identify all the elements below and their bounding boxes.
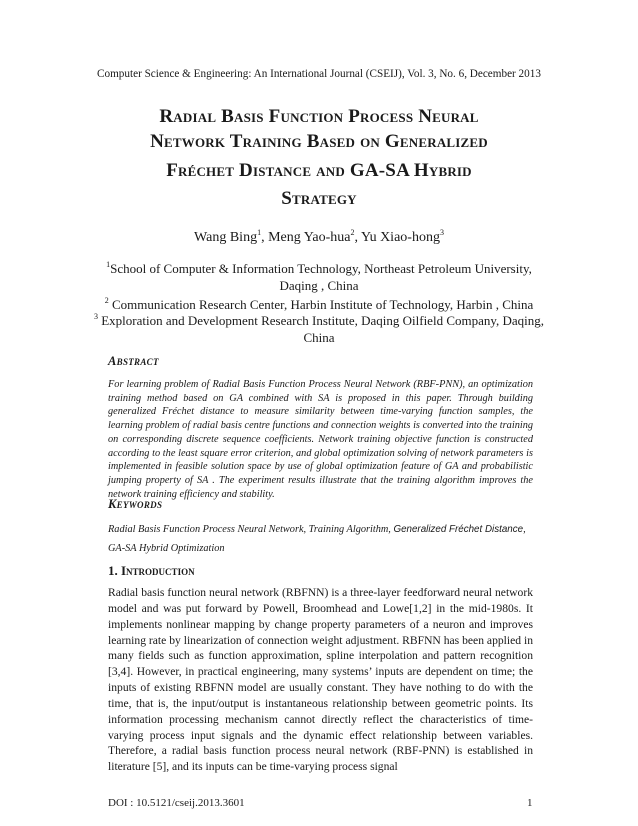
author-list: [0, 230, 638, 246]
author-name: , Yu Xiao-hong: [354, 230, 440, 245]
keywords-part: Generalized Fréchet Distance: [393, 524, 524, 535]
paper-title-line-3: Fréchet Distance and GA-SA Hybrid: [166, 160, 472, 181]
section-number: 1.: [108, 563, 121, 578]
keywords-part: , GA-SA Hybrid Optimization: [108, 524, 526, 554]
page-number: 1: [527, 797, 533, 809]
section-heading-introduction: [108, 563, 195, 579]
author-name: Wang Bing: [194, 230, 258, 245]
keywords-text: [108, 520, 533, 558]
affiliation-1: [0, 261, 638, 294]
affil-marker: 2: [104, 296, 109, 305]
affil-text: China: [303, 329, 335, 345]
paper-title-line-2: Network Training Based on Generalized: [150, 131, 488, 152]
keywords-part: Radial Basis Function Process Neural Network, Training Algorithm,: [108, 524, 394, 535]
author-name: , Meng Yao-hua: [261, 230, 351, 245]
footer-doi: DOI : 10.5121/cseij.2013.3601: [108, 797, 245, 809]
paper-title-line-1: Radial Basis Function Process Neural: [159, 106, 479, 127]
introduction-text: Radial basis function neural network (RBFNN) is a three-layer feedforward neural network model and was put forward by Powell, Broomhead and Lowe[1,2] in the mid-1980s. It implements nonlinear mapping by change property parameters of a neuron and improves learning rate by linearization of connection weight adjustment. RBFNN has been applied in many fields such as function approximation, spline interpolation and pattern recognition [3,4]. However, in practical engineering, many systems’ inputs are dependent on time; the inputs of existing RBFNN model are usually constant. They have nothing to do with the time, that is, the input/output is instantaneous relationship between geometric points. Its information processing mechanism cannot directly reflect the characteristics of time-varying process input signals and the dynamic effect relationship between variables. Therefore, a radial basis function process neural network (RBF-PNN) is established in literature [5], and its inputs can be time-varying process signal: [108, 586, 533, 774]
affil-marker: 1: [106, 260, 111, 269]
author-affil-marker: 1: [257, 228, 262, 237]
affil-text: Communication Research Center, Harbin Institute of Technology, Harbin , China: [108, 297, 534, 312]
affil-marker: 3: [93, 312, 98, 321]
affil-text: Daqing , China: [279, 277, 359, 293]
author-affil-marker: 3: [439, 228, 444, 237]
section-title: Introduction: [121, 563, 195, 578]
abstract-text: For learning problem of Radial Basis Function Process Neural Network (RBF-PNN), an optimization training method based on GA combined with SA is proposed in this paper. Through building generalized Fréchet distance to measure similarity between time-varying function samples, the learning problem of radial basis centre functions and connection weights is converted into the training on corresponding discrete sequence coefficients. Network training objective function is constructed according to the least square error criterion, and global optimization solving of network parameters is implemented in feasible solution space by use of global optimization feature of GA and probabilistic jumping property of SA . The experiment results illustrate that the training algorithm improves the network training efficiency and stability.: [108, 379, 533, 500]
affil-text: Exploration and Development Research Institute, Daqing Oilfield Company, Daqing,: [97, 313, 545, 328]
affiliation-3: [0, 313, 638, 346]
affil-text: School of Computer & Information Technology, Northeast Petroleum University,: [110, 261, 532, 276]
keywords-heading: Keywords: [108, 497, 163, 511]
running-head: Computer Science & Engineering: An International Journal (CSEIJ), Vol. 3, No. 6, December 2013: [97, 68, 541, 80]
author-affil-marker: 2: [350, 228, 355, 237]
paper-title-line-4: Strategy: [281, 188, 357, 209]
abstract-heading: Abstract: [108, 354, 159, 368]
